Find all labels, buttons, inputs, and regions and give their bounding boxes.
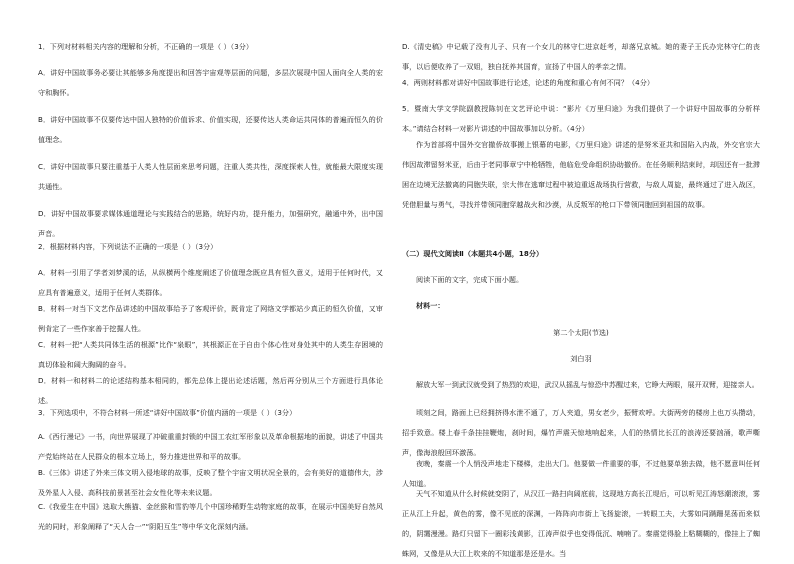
- q3-option-c: C.《我爱生在中国》选取大熊猫、金丝猴和雪豹等几个中国珍稀野生动物家庭的故事，在展示中国美好自然风光的同时，形象阐释了“天人合一”“阴阳互生”等中华文化深刻内涵。: [38, 502, 383, 531]
- q5-material: 作为首部将中国外交官撤侨故事搬上银幕的电影，《万里归途》讲述的是努米亚共和国陷入内战，外交官宗大伟因故滞留努米亚，后由于老同事章宁中枪牺牲，他临危受命组织协助撤侨。在任务顺利结束时，却因还有一批滞困在边境无法撤离的同胞失联，宗大伟在逃窜过程中被迫重返战场执行营救，与敌人周旋，最终通过了进入战区，凭借胆量与勇气，寻找并带领同胞穿越战火和沙漠，从反叛军的枪口下带领同胞回到祖国的故事。: [402, 140, 760, 209]
- paragraph-4: 天气不知道从什么时候就变阴了，从汉江一路扫向阔底前，这现地方高长江堤后，可以听见江涛怒潮滚滚，雾正从江上升起，黄色的雾，像不见底的深渊，一阵阵向市街上飞扬旋滚，一转眼工夫，大雾如同蹒跚晃荡而来似的，阴霭漫漫。路灯只留下一圈彩浅黄影，江涛声似乎也变得低沉、喃喃了。秦震觉得脸上粘糊糊的，像挂上了蜘蛛网，又像是从大江上吹来的不知道那是还是水。当: [402, 489, 760, 558]
- q1-option-a: A．讲好中国故事务必要让其能够多角度提出和回答宇宙观等层面的问题，多层次展现中国人面向全人类的宏守和胸怀。: [38, 68, 383, 97]
- q4: 4．两则材料都对讲好中国故事进行论述，论述的角度和重心有何不同？（4分）: [402, 78, 655, 87]
- q3-option-a: A.《西行漫记》一书，向世界展现了冲破重重封锁的中国工农红军形象以及革命根据地的面貌，讲述了中国共产党始终站在人民群众的根本立场上，努力推进世界和平的故事。: [38, 432, 383, 461]
- q2-stem: 2．根据材料内容，下列说法不正确的一项是（ ）（3分）: [38, 242, 218, 251]
- paragraph-2: 顷刻之间，路面上已经拥挤得水泄不通了，万人夹道，男女老少，振臂欢呼。大街两旁的楼房上也万头攒动，招手致意。楼上春千条挂挂鞭炮，刹时间，爆竹声震天惊地响起来，人们的热情比长江的浪涛还要汹涌，歌声嘶声，像海浪般回环激荡。: [402, 408, 760, 457]
- q1-option-b: B．讲好中国故事不仅要传达中国人独特的价值诉求、价值实现，还要传达人类命运共同体的普遍而恒久的价值理念。: [38, 115, 383, 144]
- q2-option-a: A．材料一引用了学者刘梦溪的话，从纵横两个维度阐述了价值理念既应具有恒久意义，适用于任何时代，又应具有普遍意义，适用于任何人类群体。: [38, 268, 383, 297]
- q1-option-c: C．讲好中国故事只要注重基于人类人性层面来思考问题，注重人类共性，深度探索人性，就能最大限度实现共通性。: [38, 162, 383, 191]
- q3-option-d: D.《清史稿》中记载了没有儿子、只有一个女儿的林守仁进京赶考，却落兄京城。她的妻子王氏办完林守仁的丧事，以后便收养了一双姐，独自抚养其国育，宣扬了中国人的孝亲之情。: [402, 42, 760, 71]
- article-author: 刘白羽: [570, 354, 592, 363]
- material-label: 材料一：: [416, 301, 445, 310]
- instruction: 阅读下面的文字，完成下面小题。: [416, 275, 524, 284]
- q3-stem: 3．下列选项中，不符合材料一所述“讲好中国故事”价值内涵的一项是（ ）（3分）: [38, 408, 297, 417]
- q1-option-d: D．讲好中国故事要求媒体通道理论与实践结合的思路，统好内功，提升能力，加强研究，融通中外，出中国声音。: [38, 209, 383, 238]
- q2-option-c: C．材料一把“人类共同体生活的根源”比作“泉眼”，其根源正在于自由个体心性对身处其中的人类生存困境的真切体验和阔大胸阔的奋斗。: [38, 340, 383, 369]
- q3-option-b: B.《三体》讲述了外来三体文明入侵地球的故事，反映了整个宇宙文明状况全景的，会有美好的道德伟大，涉及外星人入侵、高科技前景甚至社会女性化等未来议题。: [38, 468, 383, 497]
- q5: 5．暨南大学文学院副教授陈钊在文艺评论中说：“影片《万里归途》为我们提供了一个讲好中国故事的分析样本。”请结合材料一对影片讲述的中国故事加以分析。（4分）: [402, 104, 760, 133]
- q2-option-d: D．材料一和材料二的论述结构基本相同的，都先总体上提出论述话题，然后再分别从三个方面进行具体论述。: [38, 376, 383, 405]
- q2-option-b: B．材料一对当下文艺作品讲述的中国故事给予了客观评价，既肯定了网络文学都站少真正的恒久价值，又审例肯定了一些作家善于挖掘人性。: [38, 304, 383, 333]
- paragraph-3: 夜晚，秦震一个人悄没声地走下楼梯，走出大门。他要做一件重要的事，不过他要单独去做，他不愿意叫任何人知道。: [402, 459, 760, 488]
- section-heading: （二）现代文阅读Ⅱ（本题共4小题，18分）: [402, 249, 544, 258]
- paragraph-1: 解放大军一到武汉就受到了热烈的欢迎，武汉从摇乱与惊恐中苏醒过来，它睁大两眼，展开双臂，迎接亲人。: [416, 380, 759, 389]
- q1-stem: 1．下列对材料相关内容的理解和分析，不正确的一项是（ ）（3分）: [38, 42, 254, 51]
- article-title: 第二个太阳(节选): [553, 328, 609, 337]
